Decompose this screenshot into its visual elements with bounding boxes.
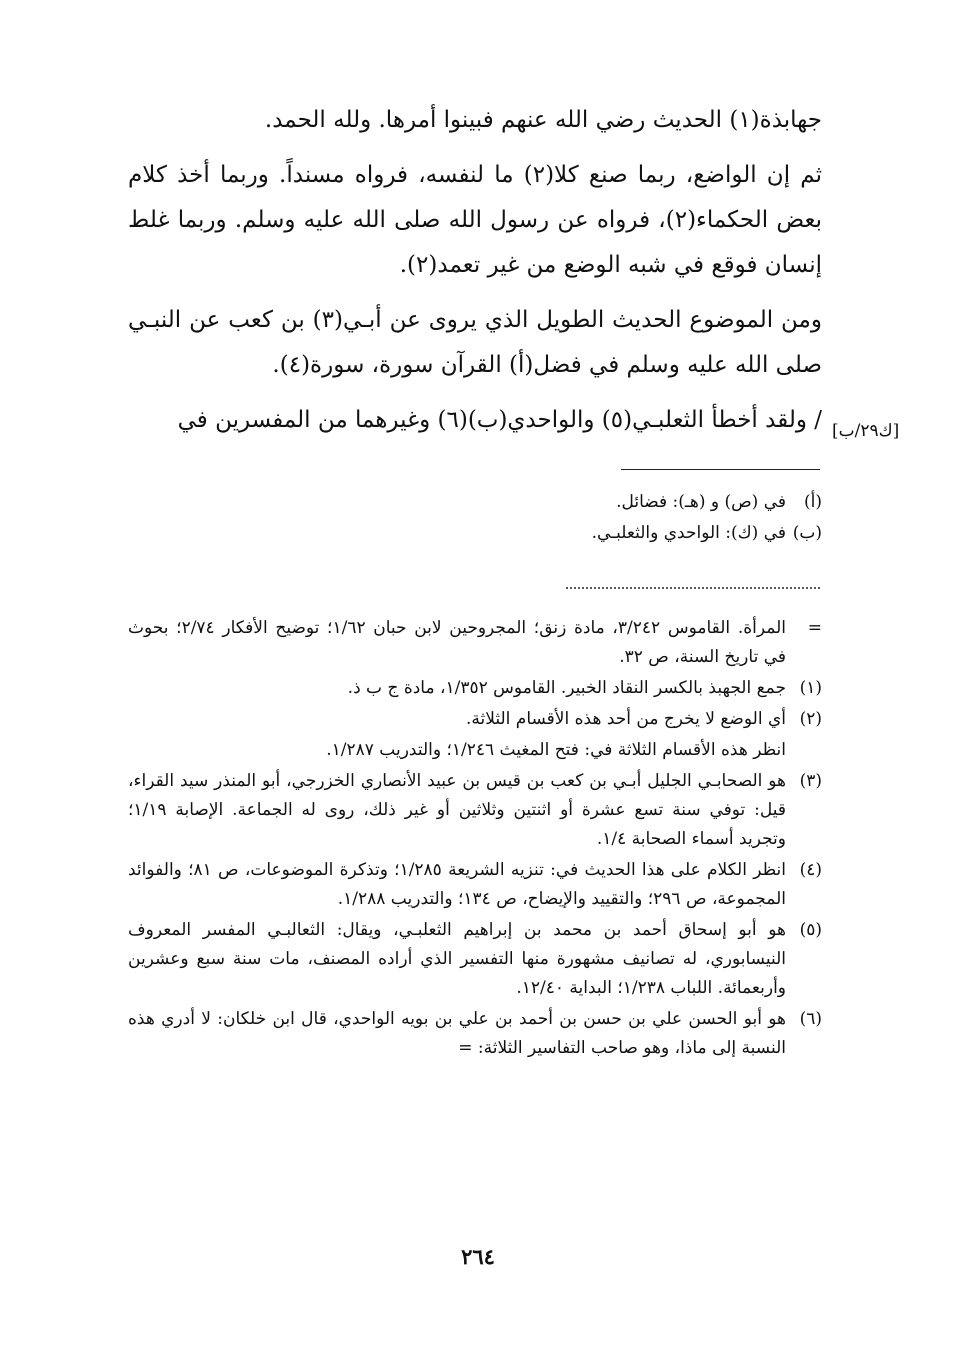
footnote-text: جمع الجهبذ بالكسر النقاد الخبير. القاموس ١/٣٥٢، مادة ج ب ذ. <box>347 678 786 698</box>
manuscript-folio-marker: [ك٢٩/ب] <box>832 421 900 441</box>
paragraph-3: ومن الموضوع الحديث الطويل الذي يروى عن أبـي(٣) بن كعب عن النبـي صلى الله عليه وسلم في فضل(أ) القرآن سورة، سورة(٤). <box>128 307 822 378</box>
footnote <box>128 736 822 765</box>
note-label: (ب) <box>792 523 822 543</box>
variant-note <box>128 519 822 548</box>
footnote <box>128 705 822 734</box>
footnote-separator <box>621 469 820 470</box>
footnote-text: هو أبو الحسن علي بن حسن بن أحمد بن علي بن بويه الواحدي، قال ابن خلكان: لا أدري هذه النسبة إلى ماذا، وهو صاحب التفاسير الثلاثة: = <box>128 1009 786 1058</box>
footnote <box>128 856 822 914</box>
main-text <box>128 98 822 443</box>
footnote-label: (٢) <box>799 709 822 729</box>
footnote-text: أي الوضع لا يخرج من أحد هذه الأقسام الثلاثة. <box>465 709 786 729</box>
footnote-text: انظر هذه الأقسام الثلاثة في: فتح المغيث ١/٢٤٦؛ والتدريب ١/٢٨٧. <box>326 740 786 760</box>
footnote-text: انظر الكلام على هذا الحديث في: تنزيه الشريعة ١/٢٨٥؛ وتذكرة الموضوعات، ص ٨١؛ والفوائد المجموعة، ص ٢٩٦؛ والتقييد والإيضاح، ص ١٣٤؛ والتدريب ١/٢٨٨. <box>128 860 786 909</box>
footnote-text: المرأة. القاموس ٣/٢٤٢، مادة زنق؛ المجروحين لابن حبان ١/٦٢؛ توضيح الأفكار ٢/٧٤؛ بحوث في تاريخ السنة، ص ٣٢. <box>128 618 786 667</box>
paragraph-1: جهابذة(١) الحديث رضي الله عنهم فبينوا أمرها. ولله الحمد. <box>264 107 822 133</box>
dotted-separator <box>566 587 820 589</box>
paragraph-2: ثم إن الواضع، ربما صنع كلا(٢) ما لنفسه، فرواه مسنداً. وربما أخذ كلام بعض الحكماء(٢)، فرواه عن رسول الله صلى الله عليه وسلم. وربما غلط إنسان فوقع في شبه الوضع من غير تعمد(٢). <box>128 162 823 278</box>
page-number: ٢٦٤ <box>461 1244 495 1269</box>
footnote <box>128 614 822 672</box>
footnote <box>128 1005 822 1063</box>
note-text: في (ك): الواحدي والثعلبـي. <box>591 523 786 543</box>
footnote-label: (٣) <box>799 771 822 791</box>
note-text: في (ص) و (هـ): فضائل. <box>616 492 786 512</box>
footnote-label: (٤) <box>799 860 822 880</box>
note-label: (أ) <box>804 492 822 512</box>
footnote-label: (٦) <box>799 1009 822 1029</box>
footnote-text: هو الصحابـي الجليل أبـي بن كعب بن قيس بن عبيد الأنصاري الخزرجي، أبو المنذر سيد القراء، قيل: توفي سنة تسع عشرة أو اثنتين وثلاثين أو غير ذلك، روى له الجماعة. الإصابة ١/١٩؛ وتجريد أسماء الصحابة ١/٤. <box>128 771 786 849</box>
footnote <box>128 767 822 854</box>
footnote <box>128 674 822 703</box>
footnote-label: (١) <box>799 678 822 698</box>
footnotes <box>128 614 822 1065</box>
footnote <box>128 916 822 1003</box>
footnote-label <box>786 736 822 765</box>
variant-notes <box>128 488 822 550</box>
footnote-text: هو أبو إسحاق أحمد بن محمد بن إبراهيم الثعلبـي، ويقال: الثعالبـي المفسر المعروف النيسابوري، له تصانيف مشهورة منها التفسير الذي أراده المصنف، مات سنة سبع وعشرين وأربعمائة. اللباب ١/٢٣٨؛ البداية ١٢/٤٠. <box>128 920 786 998</box>
footnote-label: (٥) <box>799 920 822 940</box>
paragraph-4: / ولقد أخطأ الثعلبـي(٥) والواحدي(ب)(٦) وغيرهما من المفسرين في <box>177 407 822 433</box>
footnote-label: = <box>807 618 822 638</box>
variant-note <box>128 488 822 517</box>
